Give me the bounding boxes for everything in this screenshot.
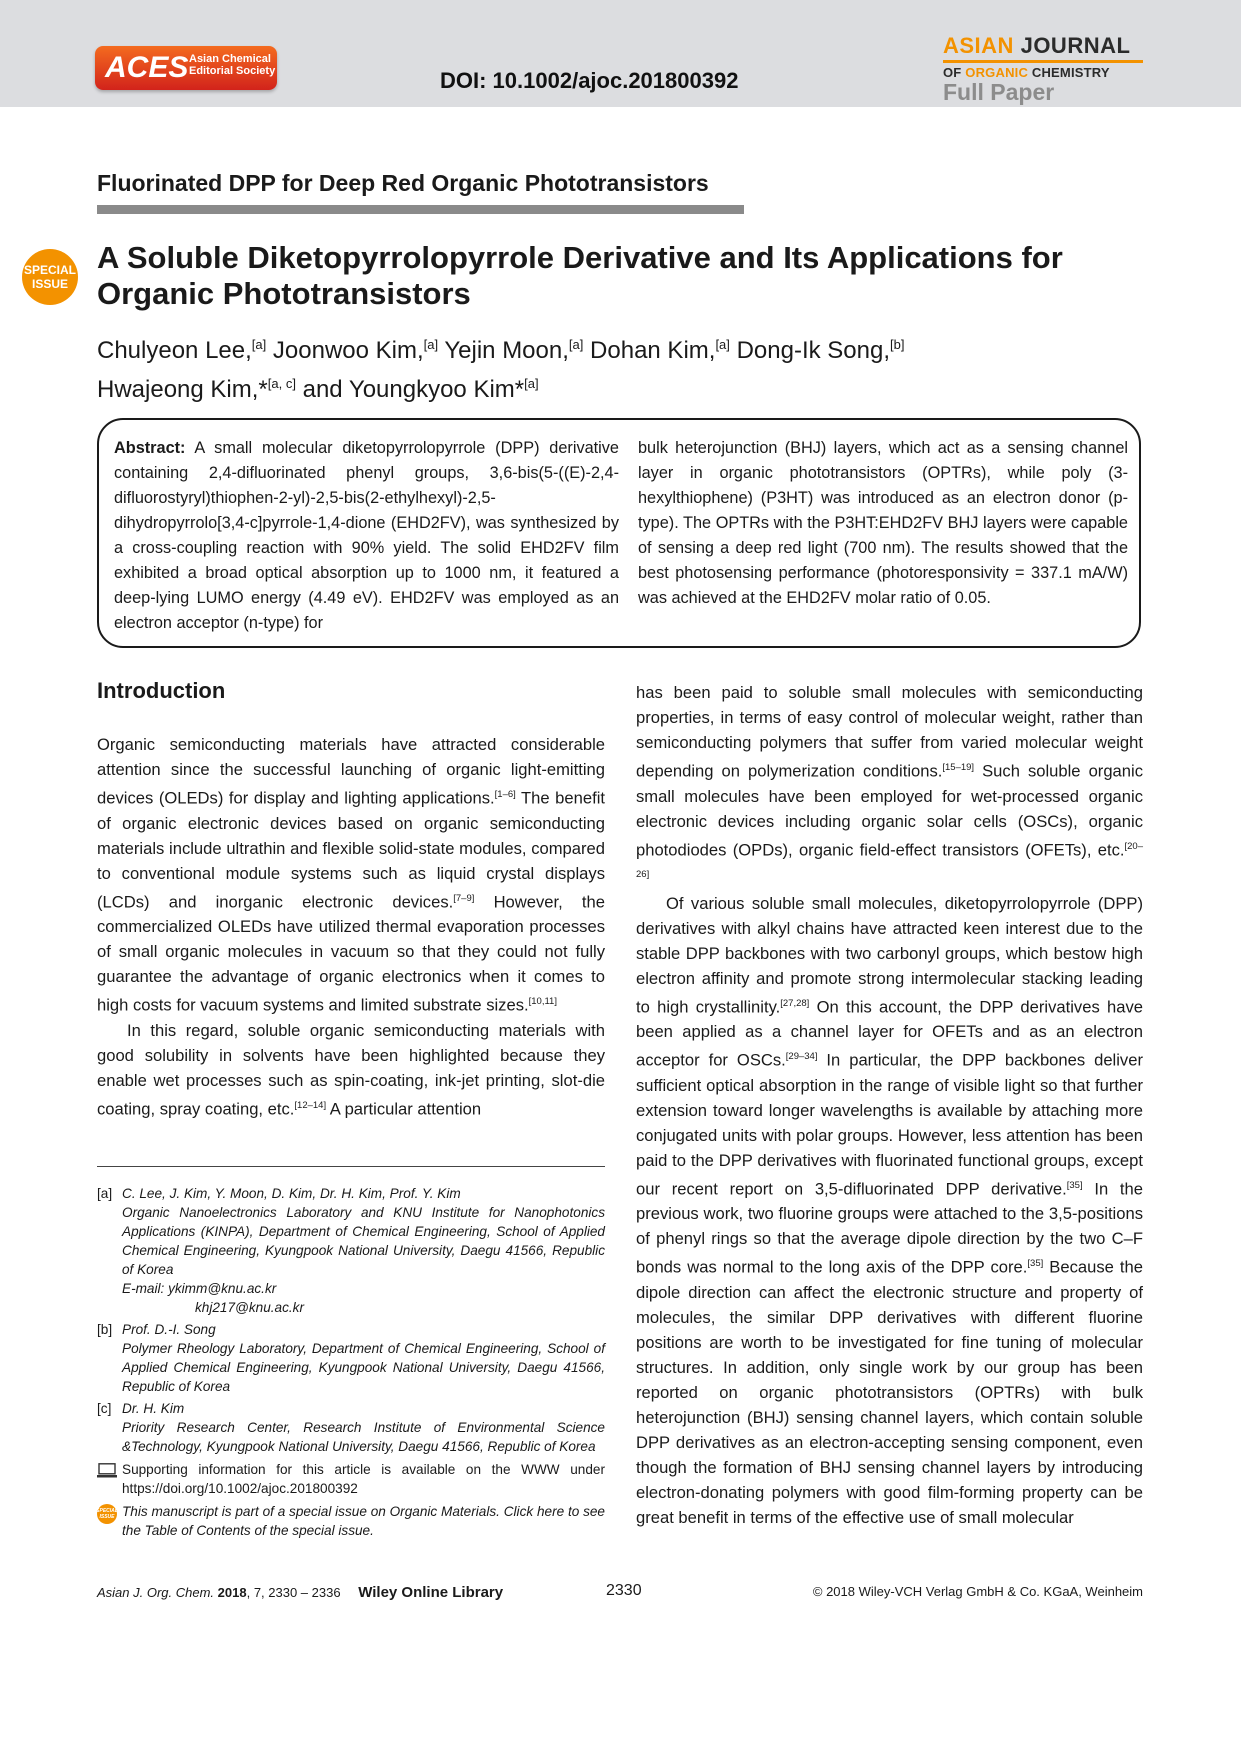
special-issue-note[interactable]: SPECIAL ISSUE This manuscript is part of a special issue on Organic Materials. Click here to see the Table of Contents of the special issue. [96, 1504, 605, 1538]
article-title: A Soluble Diketopyrrolopyrrole Derivative and Its Applications for Organic Phototransistors [97, 240, 1063, 311]
footnote-rule [97, 1166, 605, 1167]
footnote-c: [c] Dr. H. Kim Priority Research Center, Research Institute of Environmental Science &Technology, Kyungpook National University, Daegu 41566, Republic of Korea [97, 1401, 605, 1454]
abstract-right: bulk heterojunction (BHJ) layers, which act as a sensing channel layer in organic phototransistors (OPTRs), while poly (3-hexylthiophene) (P3HT) was introduced as an electron donor (p-type). The OPTRs with the P3HT:EHD2FV BHJ layers were capable of sensing a deep red light (700 nm). The results showed that the best photosensing performance (photoresponsivity = 337.1 mA/W) was achieved at the EHD2FV molar ratio of 0.05. [638, 439, 1128, 607]
body-column-right [636, 680, 1143, 1530]
journal-logo: ASIAN JOURNAL OF ORGANIC CHEMISTRY Full Paper [943, 34, 1143, 104]
author-list: Chulyeon Lee,[a] Joonwoo Kim,[a] Yejin Moon,[a] Dohan Kim,[a] Dong-Ik Song,[b] Hwajeong Kim,*[a, c] and Youngkyoo Kim*[a] [97, 337, 905, 403]
article-type: Full Paper [943, 79, 1055, 105]
special-issue-icon: SPECIAL ISSUE [97, 1504, 117, 1524]
aces-logo-text: ACES [105, 51, 189, 84]
wiley-online-library-link[interactable]: Wiley Online Library [358, 1584, 504, 1601]
paragraph: has been paid to soluble small molecules with semiconducting properties, in terms of easy control of molecular weight, rather than semiconducting polymers that suffer from varied molecular weight depending on polymerization conditions.[15–19] Such soluble organic small molecules have been employed for wet-processed organic electronic devices including organic solar cells (OSCs), organic photodiodes (OPDs), organic field-effect transistors (OFETs), etc.[20–26] [636, 683, 1143, 881]
kicker-rule [97, 205, 744, 214]
doi[interactable]: DOI: 10.1002/ajoc.201800392 [440, 68, 739, 93]
special-issue-badge[interactable]: SPECIAL ISSUE [22, 249, 78, 305]
footnotes [97, 1184, 605, 1540]
supporting-info-note[interactable]: Supporting information for this article is available on the WWW under https://doi.org/10.1002/ajoc.201800392 [97, 1460, 605, 1498]
computer-icon [97, 1463, 117, 1478]
page-number: 2330 [606, 1582, 642, 1599]
paragraph: Of various soluble small molecules, diketopyrrolopyrrole (DPP) derivatives with alkyl chains have attracted keen interest due to the stable DPP backbones with two carbonyl groups, which bestow high electron affinity and promote strong intermolecular stacking leading to high crystallinity.[27,28] On this account, the DPP derivatives have been applied as a channel layer for OFETs and as an electron acceptor for OSCs.[29–34] In particular, the DPP backbones deliver sufficient optical absorption in the range of visible light so that further extension toward longer wavelengths is available by attaching more conjugated units with polar groups. However, less attention has been paid to the DPP derivatives with fluorinated functional groups, except our recent report on 3,5-difluorinated DPP derivative.[35] In the previous work, two fluorine groups were attached to the 3,5-positions of phenyl rings so that the average dipole direction by the two C–F bonds was normal to the long axis of the DPP core.[35] Because the dipole direction can affect the electronic structure and property of molecules, the similar DPP derivatives with different fluorine positions are worth to be investigated for fine tuning of molecular structures. In addition, only single work by our group has been reported on organic phototransistors (OPTRs) with bulk heterojunction (BHJ) sensing channel layers, which contain soluble DPP derivatives as an electron-accepting sensing component, even though the formation of BHJ sensing channel layers by introducing electron-donating polymers with good film-forming property can be great benefit in terms of the effective use of small molecular [636, 893, 1143, 1527]
paragraph: Organic semiconducting materials have attracted considerable attention since the successful launching of organic light-emitting devices (OLEDs) for display and lighting applications.[1–6] The benefit of organic electronic devices based on organic semiconducting materials include ultrathin and flexible solid-state modules, compared to conventional module systems such as liquid crystal displays (LCDs) and inorganic electronic devices.[7–9] However, the commercialized OLEDs have utilized thermal evaporation processes of small organic molecules in vacuum so that they could not fully guarantee the advantage of organic electronics when it comes to high costs for vacuum systems and limited substrate sizes.[10,11] [97, 735, 605, 1015]
intro-heading: Introduction [97, 678, 226, 703]
footer-citation: Asian J. Org. Chem. 2018, 7, 2330 – 2336 Wiley Online Library [97, 1584, 504, 1601]
email-link-2[interactable]: khj217@knu.ac.kr [195, 1300, 305, 1315]
journal-logo-rule [943, 60, 1143, 63]
paragraph: In this regard, soluble organic semiconducting materials with good solubility in solvents have been highlighted because they enable wet processes such as spin-coating, ink-jet printing, slot-die coating, spray coating, etc.[12–14] A particular attention [97, 1020, 605, 1119]
copyright: © 2018 Wiley-VCH Verlag GmbH & Co. KGaA, Weinheim [812, 1584, 1143, 1599]
footnote-a: [a] C. Lee, J. Kim, Y. Moon, D. Kim, Dr. H. Kim, Prof. Y. Kim Organic Nanoelectronics Laboratory and KNU Institute for Nanophotonics Applications (KINPA), Department of Chemical Engineering, School of Applied Chemical Engineering, Kyungpook National University, Daegu 41566, Republic of Korea E-mail: ykimm@knu.ac.kr khj217@knu.ac.kr [97, 1186, 605, 1315]
aces-logo-subtitle: Asian Chemical Editorial Society [189, 53, 276, 77]
footnote-b: [b] Prof. D.-I. Song Polymer Rheology Laboratory, Department of Chemical Engineering, School of Applied Chemical Engineering, Kyungpook National University, Daegu 41566, Republic of Korea [97, 1322, 605, 1394]
aces-logo[interactable] [95, 46, 277, 90]
email-link[interactable]: E-mail: ykimm@knu.ac.kr [122, 1281, 277, 1296]
abstract-left: Abstract: A small molecular diketopyrrolopyrrole (DPP) derivative containing 2,4-difluorinated phenyl groups, 3,6-bis(5-((E)-2,4-difluorostyryl)thiophen-2-yl)-2,5-bis(2-ethylhexyl)-2,5-dihydropyrrolo[3,4-c]pyrrole-1,4-dione (EHD2FV), was synthesized by a cross-coupling reaction with 90% yield. The solid EHD2FV film exhibited a broad optical absorption up to 1000 nm, it featured a deep-lying LUMO energy (4.49 eV). EHD2FV was employed as an electron acceptor (n-type) for [114, 439, 619, 632]
body-column-left [97, 732, 605, 1121]
section-kicker: Fluorinated DPP for Deep Red Organic Phototransistors [97, 170, 709, 196]
